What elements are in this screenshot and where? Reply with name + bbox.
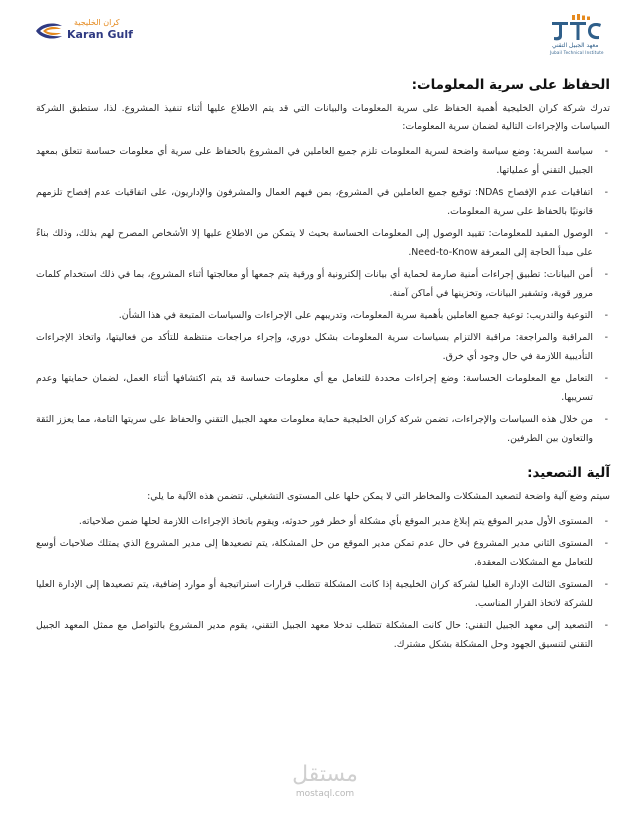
list-item-text: المستوى الثالث الإدارة العليا لشركة كران الخليجية إذا كانت المشكلة تتطلب قرارات استراتيجية أو موارد إضافية، يتم تصعيدها إلى الإدارة العليا للشركة لاتخاذ القرار المناسب. xyxy=(36,579,593,609)
list-item xyxy=(36,328,610,366)
list-item-text: التعامل مع المعلومات الحساسة: وضع إجراءات محددة للتعامل مع أي معلومات حساسة قد يتم اكتشافها أثناء العمل، لضمان حمايتها وعدم تسريبها. xyxy=(36,373,593,403)
jti-logo xyxy=(548,14,610,58)
bullet-dash: - xyxy=(604,146,608,157)
list-item xyxy=(36,183,610,221)
list-item-text: الوصول المقيد للمعلومات: تقييد الوصول إلى المعلومات الحساسة بحيث لا يتمكن من الاطلاع عليها إلا الأشخاص المصرح لهم بذلك، وذلك بناءً على مبدأ الحاجة إلى المعرفة Need-to-Know. xyxy=(36,228,593,258)
page-header xyxy=(0,0,644,70)
bullet-dash: - xyxy=(604,332,608,343)
watermark-latin: mostaql.com xyxy=(295,789,355,799)
escalation-list xyxy=(36,512,610,654)
list-item-text: التصعيد إلى معهد الجبيل التقني: حال كانت المشكلة تتطلب تدخلا معهد الجبيل التقني، يقوم مدير المشروع بالتواصل مع ممثل المعهد الجبيل التقني لتنسيق الجهود وحل المشكلة بشكل مشترك. xyxy=(36,620,593,650)
section-title-confidentiality: الحفاظ على سرية المعلومات: xyxy=(411,77,610,93)
karan-gulf-latin-name: Karan Gulf xyxy=(67,28,133,41)
bullet-dash: - xyxy=(604,269,608,280)
section-intro-confidentiality: تدرك شركة كران الخليجية أهمية الحفاظ على سرية المعلومات والبيانات التي قد يتم الاطلاع عليها أثناء تنفيذ المشروع. لذا، ستطبق الشركة السياسات والإجراءات التالية لضمان سرية المعلومات: xyxy=(36,103,610,132)
document-body xyxy=(36,74,610,657)
list-item xyxy=(36,512,610,531)
bullet-dash: - xyxy=(604,228,608,239)
list-item xyxy=(36,410,610,448)
mostaql-watermark xyxy=(290,762,360,812)
list-item-text: أمن البيانات: تطبيق إجراءات أمنية صارمة لحماية أي بيانات إلكترونية أو ورقية يتم جمعها أو معالجتها أثناء المشروع، بما في ذلك استخدام كلمات مرور قوية، وتشفير البيانات، وتخزينها في أماكن آمنة. xyxy=(36,269,593,299)
bullet-dash: - xyxy=(604,516,608,527)
karan-gulf-arabic-name: كران الخليجية xyxy=(74,18,120,27)
list-item xyxy=(36,369,610,407)
bullet-dash: - xyxy=(604,538,608,549)
list-item-text: المستوى الأول مدير الموقع يتم إبلاغ مدير الموقع بأي مشكلة أو خطر فور حدوثه، ويقوم باتخاذ الإجراءات اللازمة لحلها ضمن صلاحياته. xyxy=(78,516,593,527)
section-title-escalation: آلية التصعيد: xyxy=(527,465,610,481)
bullet-dash: - xyxy=(604,187,608,198)
bullet-dash: - xyxy=(604,310,608,321)
list-item xyxy=(36,142,610,180)
karan-gulf-logo xyxy=(34,18,133,52)
bullet-dash: - xyxy=(604,414,608,425)
karan-gulf-logo-icon xyxy=(34,20,64,42)
list-item-text: المراقبة والمراجعة: مراقبة الالتزام بسياسات سرية المعلومات بشكل دوري، وإجراء مراجعات منتظمة للتأكد من فعاليتها، واتخاذ الإجراءات التأديبية اللازمة في حال وجود أي خرق. xyxy=(36,332,593,362)
bullet-dash: - xyxy=(604,620,608,631)
list-item-text: التوعية والتدريب: توعية جميع العاملين بأهمية سرية المعلومات، وتدريبهم على الإجراءات والسياسات المتبعة في هذا الشأن. xyxy=(118,310,593,321)
list-item-text: المستوى الثاني مدير المشروع في حال عدم تمكن مدير الموقع من حل المشكلة، يتم تصعيدها إلى مدير المشروع الذي يمتلك صلاحيات أوسع للتعامل مع المشكلات المعقدة. xyxy=(36,538,593,568)
list-item xyxy=(36,265,610,303)
list-item xyxy=(36,224,610,262)
list-item xyxy=(36,534,610,572)
list-item-text: سياسة السرية: وضع سياسة واضحة لسرية المعلومات تلزم جميع العاملين في المشروع بالحفاظ على سرية أي معلومات حساسة تتعلق بمعهد الجبيل التقني أو عملياتها. xyxy=(36,146,593,176)
list-item xyxy=(36,306,610,325)
section-intro-escalation: سيتم وضع آلية واضحة لتصعيد المشكلات والمخاطر التي لا يمكن حلها على المستوى التشغيلي. تتضمن هذه الآلية ما يلي: xyxy=(147,491,610,502)
jti-arabic-name: معهد الجبيل التقني xyxy=(552,42,599,49)
jti-latin-name: Jubail Technical Institute xyxy=(550,50,604,55)
bullet-dash: - xyxy=(604,579,608,590)
list-item xyxy=(36,616,610,654)
watermark-arabic: مستقل xyxy=(292,762,358,787)
list-item-text: اتفاقيات عدم الإفصاح NDAs: توقيع جميع العاملين في المشروع، بمن فيهم العمال والمشرفون والإداريون، على اتفاقيات عدم إفصاح تلزمهم قانونيًا بالحفاظ على سرية المعلومات. xyxy=(36,187,593,217)
list-item xyxy=(36,575,610,613)
list-item-text: من خلال هذه السياسات والإجراءات، تضمن شركة كران الخليجية حماية معلومات معهد الجبيل التقني والحفاظ على سريتها التامة، مما يعزز الثقة والتعاون بين الطرفين. xyxy=(36,414,593,444)
bullet-dash: - xyxy=(604,373,608,384)
confidentiality-list xyxy=(36,142,610,448)
jti-logo-icon xyxy=(548,14,608,42)
